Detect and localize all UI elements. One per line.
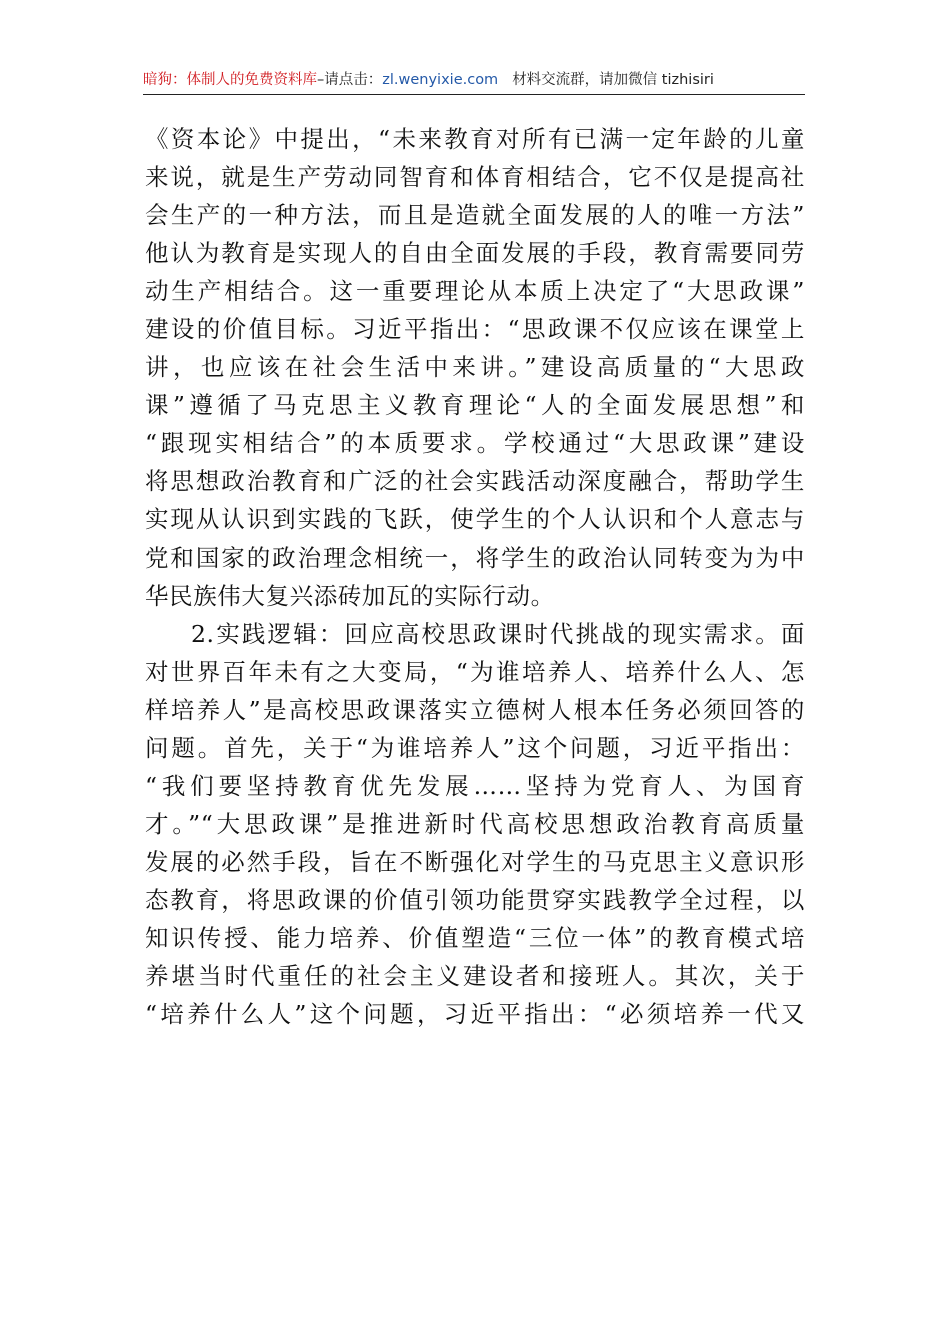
document-body bbox=[145, 120, 805, 1033]
body-line: 动生产相结合。这一重要理论从本质上决定了“大思政课” bbox=[145, 277, 805, 306]
body-line: “跟现实相结合”的本质要求。学校通过“大思政课”建设 bbox=[145, 429, 805, 458]
body-line: “我们要坚持教育优先发展……坚持为党育人、为国育 bbox=[145, 771, 805, 800]
header-url-link[interactable]: zl.wenyixie.com bbox=[382, 72, 499, 88]
body-line: 问题。首先，关于“为谁培养人”这个问题，习近平指出： bbox=[145, 733, 805, 762]
page-header bbox=[143, 68, 805, 95]
body-line: 实现从认识到实践的飞跃，使学生的个人认识和个人意志与 bbox=[145, 505, 805, 534]
body-line: 会生产的一种方法，而且是造就全面发展的人的唯一方法” bbox=[145, 201, 805, 230]
body-line: 课”遵循了马克思主义教育理论“人的全面发展思想”和 bbox=[145, 391, 805, 420]
body-line: 态教育，将思政课的价值引领功能贯穿实践教学全过程，以 bbox=[145, 885, 805, 914]
body-line: 讲，也应该在社会生活中来讲。”建设高质量的“大思政 bbox=[145, 353, 805, 382]
body-line: 华民族伟大复兴添砖加瓦的实际行动。 bbox=[145, 581, 555, 610]
header-brand: 暗狗：体制人的免费资料库 bbox=[143, 72, 317, 88]
body-line: 将思想政治教育和广泛的社会实践活动深度融合，帮助学生 bbox=[145, 467, 805, 496]
header-click-prompt: –请点击： bbox=[317, 72, 383, 88]
body-line: 党和国家的政治理念相统一，将学生的政治认同转变为为中 bbox=[145, 543, 805, 572]
body-line: 样培养人”是高校思政课落实立德树人根本任务必须回答的 bbox=[145, 695, 805, 724]
body-line: 才。”“大思政课”是推进新时代高校思想政治教育高质量 bbox=[145, 809, 805, 838]
body-line: 知识传授、能力培养、价值塑造“三位一体”的教育模式培 bbox=[145, 923, 805, 952]
body-line: 他认为教育是实现人的自由全面发展的手段，教育需要同劳 bbox=[145, 239, 805, 268]
body-line: 来说，就是生产劳动同智育和体育相结合，它不仅是提高社 bbox=[145, 163, 805, 192]
body-line: “培养什么人”这个问题，习近平指出：“必须培养一代又 bbox=[145, 1000, 805, 1029]
body-line: 养堪当时代重任的社会主义建设者和接班人。其次，关于 bbox=[145, 962, 805, 991]
body-line: 建设的价值目标。习近平指出：“思政课不仅应该在课堂上 bbox=[145, 315, 805, 344]
body-line: 《资本论》中提出，“未来教育对所有已满一定年龄的儿童 bbox=[145, 125, 805, 153]
body-line: 对世界百年未有之大变局，“为谁培养人、培养什么人、怎 bbox=[145, 657, 805, 686]
section-heading-line: 2.实践逻辑：回应高校思政课时代挑战的现实需求。面 bbox=[191, 619, 805, 648]
header-contact: 材料交流群，请加微信 tizhisiri bbox=[512, 72, 714, 88]
body-line: 发展的必然手段，旨在不断强化对学生的马克思主义意识形 bbox=[145, 847, 805, 876]
